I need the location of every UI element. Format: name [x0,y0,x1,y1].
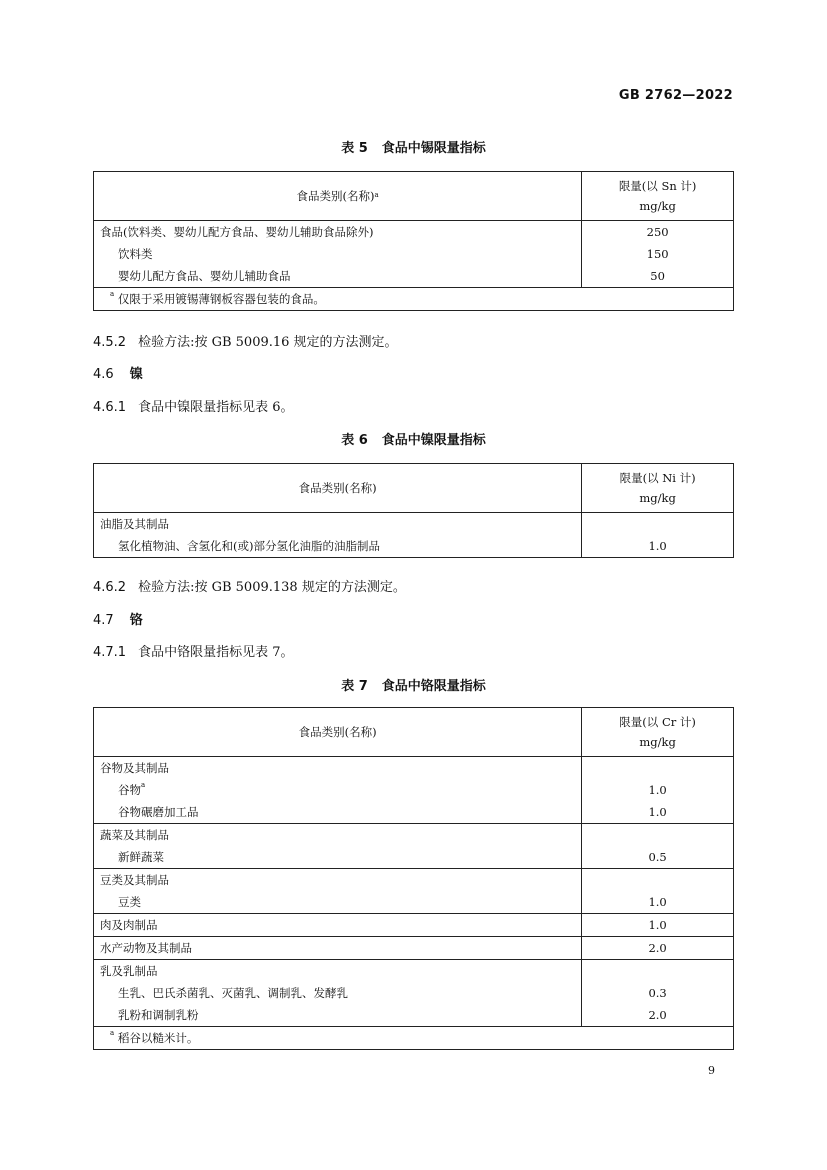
table7 [93,707,734,1050]
table-row: 蔬菜及其制品 [94,824,734,847]
table-row: 食品(饮料类、婴幼儿配方食品、婴幼儿辅助食品除外) 250 [94,221,734,244]
table5-footnote-row [94,288,734,311]
table-row: 乳及乳制品 [94,960,734,983]
table6-col2-header: 限量(以 Ni 计) mg/kg [582,464,734,513]
table5-caption [93,137,734,156]
page-number: 9 [708,1064,715,1077]
table6-caption [93,429,734,448]
table-row: 婴幼儿配方食品、婴幼儿辅助食品 50 [94,265,734,288]
table5-number: 表 5 [341,141,368,156]
table6-col1-header: 食品类别(名称) [94,464,582,513]
paragraph-4-7-1: 4.7.1 食品中铬限量指标见表 7。 [93,645,294,660]
table-row: 水产动物及其制品 2.0 [94,937,734,960]
table7-caption [93,675,734,694]
table6-title: 食品中镍限量指标 [381,433,486,448]
table7-number: 表 7 [341,679,368,694]
table7-col1-header: 食品类别(名称) [94,708,582,757]
table5 [93,171,734,311]
table5-title: 食品中锡限量指标 [381,141,486,156]
table-row: 生乳、巴氏杀菌乳、灭菌乳、调制乳、发酵乳 0.3 [94,982,734,1004]
table-row: 新鲜蔬菜 0.5 [94,846,734,869]
table-row: 谷物碾磨加工品 1.0 [94,801,734,824]
table7-title: 食品中铬限量指标 [381,679,486,694]
table5-col1-header: 食品类别(名称)$^a$ [94,172,582,221]
table7-footnote-row [94,1027,734,1050]
paragraph-4-6-1: 4.6.1 食品中镍限量指标见表 6。 [93,400,294,415]
table6-number: 表 6 [341,433,368,448]
document-code: GB 2762—2022 [618,88,733,103]
table6 [93,463,734,558]
table-row: 油脂及其制品 [94,513,734,536]
table7-header-row [94,708,734,757]
table-row: 饮料类 150 [94,243,734,265]
paragraph-4-6-2: 4.6.2 检验方法:按 GB 5009.138 规定的方法测定。 [93,580,406,595]
table7-col2-header: 限量(以 Cr 计) mg/kg [582,708,734,757]
paragraph-4-5-2: 4.5.2 检验方法:按 GB 5009.16 规定的方法测定。 [93,335,398,350]
table7-footnote: $^a$ 稻谷以糙米计。 [94,1027,734,1050]
table-row: 豆类及其制品 [94,869,734,892]
table5-footnote: $^a$ 仅限于采用镀锡薄钢板容器包装的食品。 [94,288,734,311]
table-row: 乳粉和调制乳粉 2.0 [94,1004,734,1027]
table-row: 谷物$^a$ 1.0 [94,779,734,801]
table-row: 肉及肉制品 1.0 [94,914,734,937]
table-row: 谷物及其制品 [94,757,734,780]
table5-header-row [94,172,734,221]
table-row: 豆类 1.0 [94,891,734,914]
table6-header-row [94,464,734,513]
heading-4-6: 4.6 镍 [93,367,143,382]
table-row: 氢化植物油、含氢化和(或)部分氢化油脂的油脂制品 1.0 [94,535,734,558]
heading-4-7: 4.7 铬 [93,613,143,628]
table5-col2-header: 限量(以 Sn 计) mg/kg [582,172,734,221]
